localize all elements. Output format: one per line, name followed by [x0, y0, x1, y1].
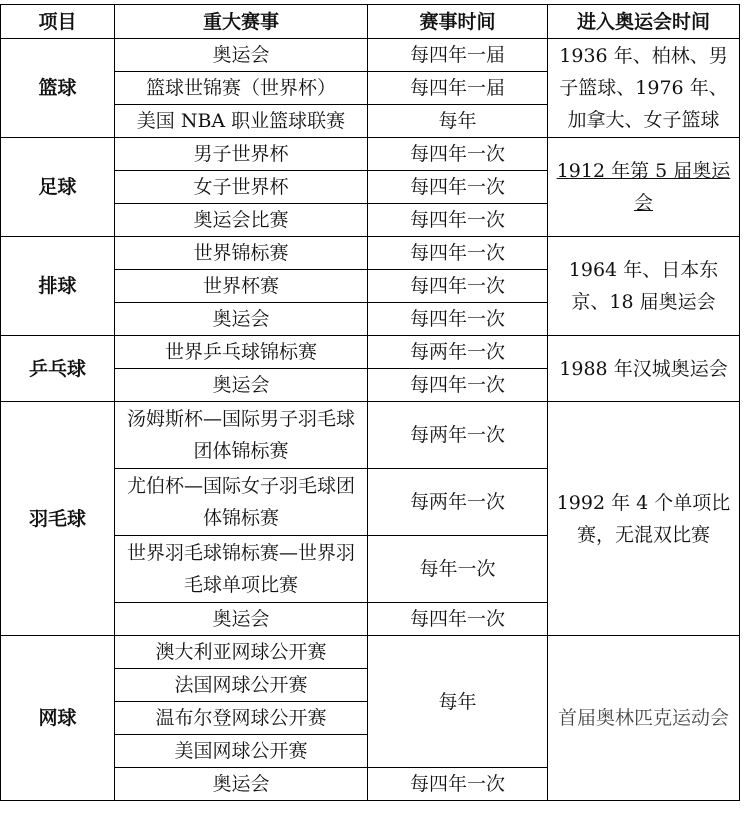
olympic-entry-cell: 1936 年、柏林、男子篮球、1976 年、加拿大、女子篮球: [548, 39, 740, 138]
sport-name: 羽毛球: [1, 402, 115, 636]
event-cell: 世界锦标赛: [115, 237, 368, 270]
table-row: [1, 138, 740, 171]
olympic-entry-cell: 首届奥林匹克运动会: [548, 636, 740, 801]
sport-name: 排球: [1, 237, 115, 336]
time-cell: 每四年一届: [368, 39, 548, 72]
event-cell: 温布尔登网球公开赛: [115, 702, 368, 735]
header-event: 重大赛事: [115, 5, 368, 39]
olympic-entry-text: 1912 年第 5 届奥运会: [556, 160, 731, 214]
event-cell: 奥运会: [115, 369, 368, 402]
time-cell: 每两年一次: [368, 469, 548, 536]
header-sport: 项目: [1, 5, 115, 39]
event-cell: 美国 NBA 职业篮球联赛: [115, 105, 368, 138]
sport-name: 网球: [1, 636, 115, 801]
time-cell: 每四年一次: [368, 270, 548, 303]
event-cell: 奥运会: [115, 39, 368, 72]
sport-name: 足球: [1, 138, 115, 237]
event-cell: 美国网球公开赛: [115, 735, 368, 768]
header-time: 赛事时间: [368, 5, 548, 39]
olympic-entry-cell: [548, 138, 740, 237]
header-olympic-entry: 进入奥运会时间: [548, 5, 740, 39]
event-cell: 奥运会: [115, 768, 368, 801]
sport-name: 乒乓球: [1, 336, 115, 402]
time-cell: 每年: [368, 105, 548, 138]
event-cell: 尤伯杯—国际女子羽毛球团体锦标赛: [115, 469, 368, 536]
table-row: [1, 39, 740, 72]
event-cell: 法国网球公开赛: [115, 669, 368, 702]
event-cell: 世界乒乓球锦标赛: [115, 336, 368, 369]
time-cell: 每年: [368, 636, 548, 768]
time-cell: 每两年一次: [368, 336, 548, 369]
event-cell: 汤姆斯杯—国际男子羽毛球团体锦标赛: [115, 402, 368, 469]
time-cell: 每四年一届: [368, 72, 548, 105]
event-cell: 奥运会: [115, 603, 368, 636]
event-cell: 篮球世锦赛（世界杯）: [115, 72, 368, 105]
time-cell: 每四年一次: [368, 768, 548, 801]
time-cell: 每四年一次: [368, 603, 548, 636]
time-cell: 每四年一次: [368, 204, 548, 237]
table-row: [1, 636, 740, 669]
table-row: [1, 237, 740, 270]
event-cell: 男子世界杯: [115, 138, 368, 171]
event-cell: 澳大利亚网球公开赛: [115, 636, 368, 669]
event-cell: 世界羽毛球锦标赛—世界羽毛球单项比赛: [115, 536, 368, 603]
table-row: [1, 402, 740, 469]
time-cell: 每四年一次: [368, 138, 548, 171]
event-cell: 奥运会: [115, 303, 368, 336]
time-cell: 每四年一次: [368, 369, 548, 402]
time-cell: 每四年一次: [368, 171, 548, 204]
time-cell: 每四年一次: [368, 237, 548, 270]
time-cell: 每年一次: [368, 536, 548, 603]
olympic-entry-cell: 1988 年汉城奥运会: [548, 336, 740, 402]
sport-name: 篮球: [1, 39, 115, 138]
sports-events-table: [0, 4, 740, 801]
header-row: [1, 5, 740, 39]
olympic-entry-cell: 1992 年 4 个单项比赛，无混双比赛: [548, 402, 740, 636]
event-cell: 奥运会比赛: [115, 204, 368, 237]
table-row: [1, 336, 740, 369]
time-cell: 每四年一次: [368, 303, 548, 336]
event-cell: 世界杯赛: [115, 270, 368, 303]
time-cell: 每两年一次: [368, 402, 548, 469]
event-cell: 女子世界杯: [115, 171, 368, 204]
olympic-entry-cell: 1964 年、日本东京、18 届奥运会: [548, 237, 740, 336]
